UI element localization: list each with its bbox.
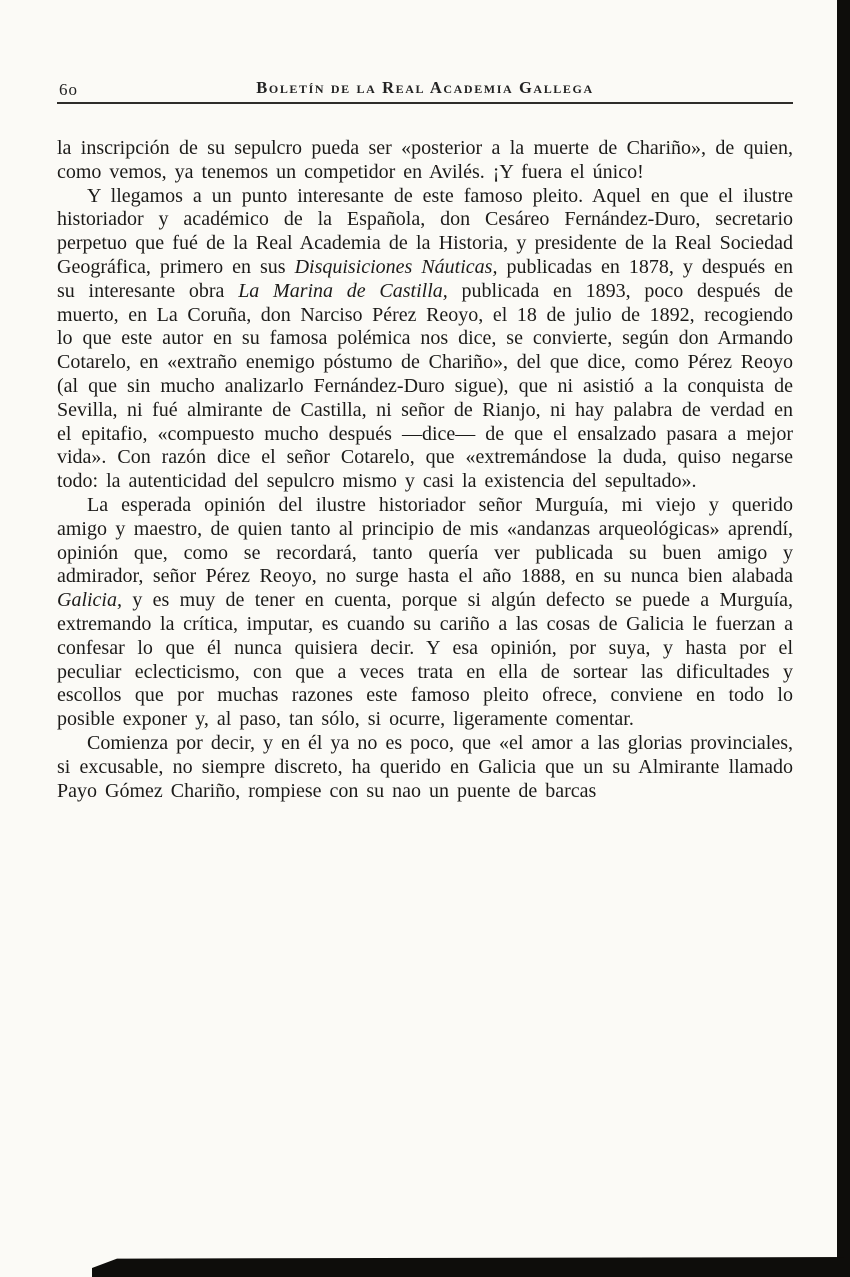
- paragraph: [57, 185, 793, 494]
- text-run: publicadas en 1878, y después en su interesante obra: [57, 255, 794, 302]
- text-run: la inscripción de su sepulcro pueda ser «posterior a la muerte de Chariño», de quien, como vemos, ya tenemos un competidor en Avilés. ¡Y fuera el único!: [57, 137, 793, 183]
- text-run: publicada en 1893, poco después de muerto, en La Coruña, don Narciso Pérez Reoyo, el 18 de julio de 1892, recogiendo lo que este autor en su famosa polémica nos dice, se convierte, según don Armando Cotarelo, en «extraño enemigo póstumo de Chariño», del que dice, como Pérez Reoyo (al que sin mucho analizarlo Fernández-Duro sigue), que ni asistió a la conquista de Sevilla, ni fué almirante de Castilla, ni señor de Rianjo, ni hay palabra de verdad en el epitafio, «compuesto mucho después —dice— de que el ensalzado pasara a mejor vida». Con razón dice el señor Cotarelo, que «extremándose la duda, quiso negarse todo: la autenticidad del sepulcro mismo y casi la existencia del sepultado».: [57, 279, 793, 493]
- page-number: 6o: [59, 80, 78, 99]
- text-run: Comienza por decir, y en él ya no es poco, que «el amor a las glorias provinciales, si excusable, no siempre discreto, ha querido en Galicia que un su Almirante llamado Payo Gómez Chariño, rompiese con su nao un puente de barcas: [57, 731, 793, 802]
- text-run: y es muy de tener en cuenta, porque si algún defecto se puede a Murguía, extremando la crítica, imputar, es cuando su cariño a las cosas de Galicia le fuerzan a confesar lo que él nunca quisiera decir. Y esa opinión, por suya, y hasta por el peculiar eclecticismo, con que a veces trata en ella de sortear las dificultades y escollos que por muchas razones este famoso pleito ofrece, conviene en todo lo posible exponer y, al paso, tan sólo, si ocurre, ligeramente comentar.: [57, 589, 793, 731]
- journal-title: Boletín de la Real Academia Gallega: [256, 78, 594, 97]
- paragraph: [57, 137, 793, 185]
- paragraph: [57, 732, 793, 803]
- book-title-italic: Disquisiciones Náuticas,: [294, 255, 498, 278]
- paragraph: [57, 494, 793, 732]
- book-title-italic: La Marina de Castilla,: [238, 279, 448, 302]
- text-run: La esperada opinión del ilustre historiador señor Murguía, mi viejo y querido amigo y maestro, de quien tanto al principio de mis «andanzas arqueológicas» aprendí, opinión que, como se recordará, tanto quería ver publicada su buen amigo y admirador, señor Pérez Reoyo, no surge hasta el año 1888, en su nunca bien alabada: [57, 493, 793, 588]
- text-block: [57, 78, 793, 803]
- scan-artifact-right-bar: [837, 0, 850, 1277]
- page-header: [57, 78, 793, 100]
- text-run: Y llegamos a un punto interesante de este famoso pleito. Aquel en que el ilustre historiador y académico de la Española, don Cesáreo Fernández-Duro, secretario perpetuo que fué de la Real Academia de la Historia, y presidente de la Real Sociedad Geográfica, primero en sus: [57, 184, 793, 278]
- body-text: [57, 137, 793, 803]
- header-rule: [57, 102, 793, 104]
- scan-artifact-bottom-bar: [92, 1257, 850, 1277]
- book-title-italic: Galicia,: [57, 589, 122, 612]
